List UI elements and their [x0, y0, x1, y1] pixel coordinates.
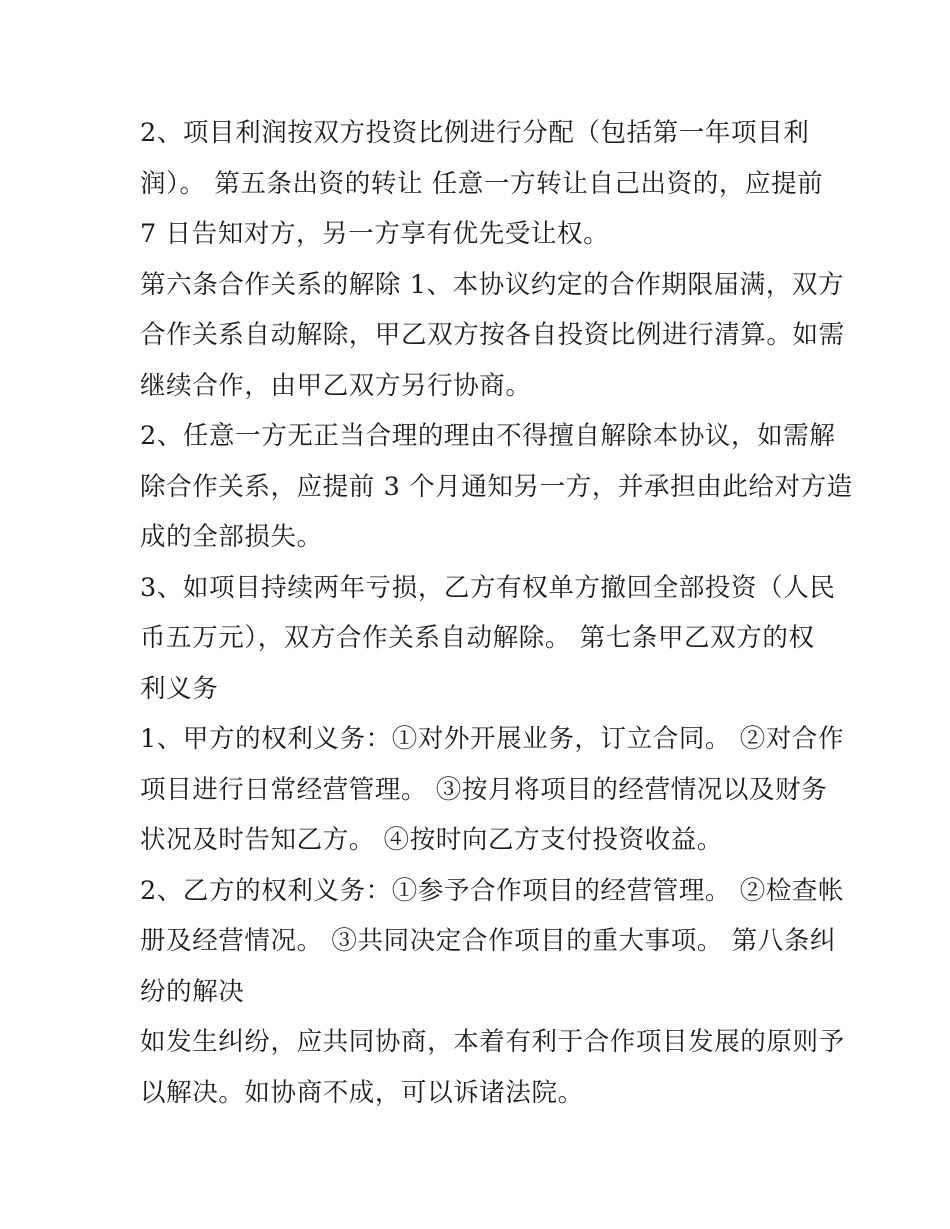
text-line: 合作关系自动解除，甲乙双方按各自投资比例进行清算。如需	[140, 320, 845, 350]
text-line: 币五万元），双方合作关系自动解除。 第七条甲乙双方的权	[140, 623, 815, 653]
text-line: 7 日告知对方，另一方享有优先受让权。	[140, 219, 610, 249]
text-line: 利义务	[140, 673, 219, 704]
text-line: 状况及时告知乙方。 ④按时向乙方支付投资收益。	[140, 825, 723, 855]
text-line: 润）。 第五条出资的转让 任意一方转让自己出资的，应提前	[140, 168, 824, 199]
text-line: 成的全部损失。	[140, 522, 323, 552]
text-line: 以解决。如协商不成，可以诉诸法院。	[140, 1077, 584, 1108]
text-line: 项目进行日常经营管理。 ③按月将项目的经营情况以及财务	[140, 774, 828, 805]
text-line: 册及经营情况。 ③共同决定合作项目的重大事项。 第八条纠	[140, 926, 837, 956]
document-page	[140, 108, 853, 1118]
text-line: 2、任意一方无正当合理的理由不得擅自解除本协议，如需解	[140, 421, 836, 451]
text-line: 1、甲方的权利义务：①对外开展业务，订立合同。 ②对合作	[140, 724, 845, 754]
text-line: 2、项目利润按双方投资比例进行分配（包括第一年项目利	[140, 118, 810, 148]
text-line: 如发生纠纷，应共同协商，本着有利于合作项目发展的原则予	[140, 1027, 845, 1057]
text-line: 继续合作，由甲乙双方另行协商。	[140, 370, 532, 401]
text-line: 纷的解决	[140, 976, 245, 1007]
text-line: 第六条合作关系的解除 1、本协议约定的合作期限届满，双方	[140, 269, 845, 300]
text-line: 除合作关系，应提前 3 个月通知另一方，并承担由此给对方造	[140, 471, 853, 502]
text-line: 3、如项目持续两年亏损，乙方有权单方撤回全部投资（人民	[140, 572, 836, 603]
text-line: 2、乙方的权利义务：①参予合作项目的经营管理。 ②检查帐	[140, 875, 845, 906]
